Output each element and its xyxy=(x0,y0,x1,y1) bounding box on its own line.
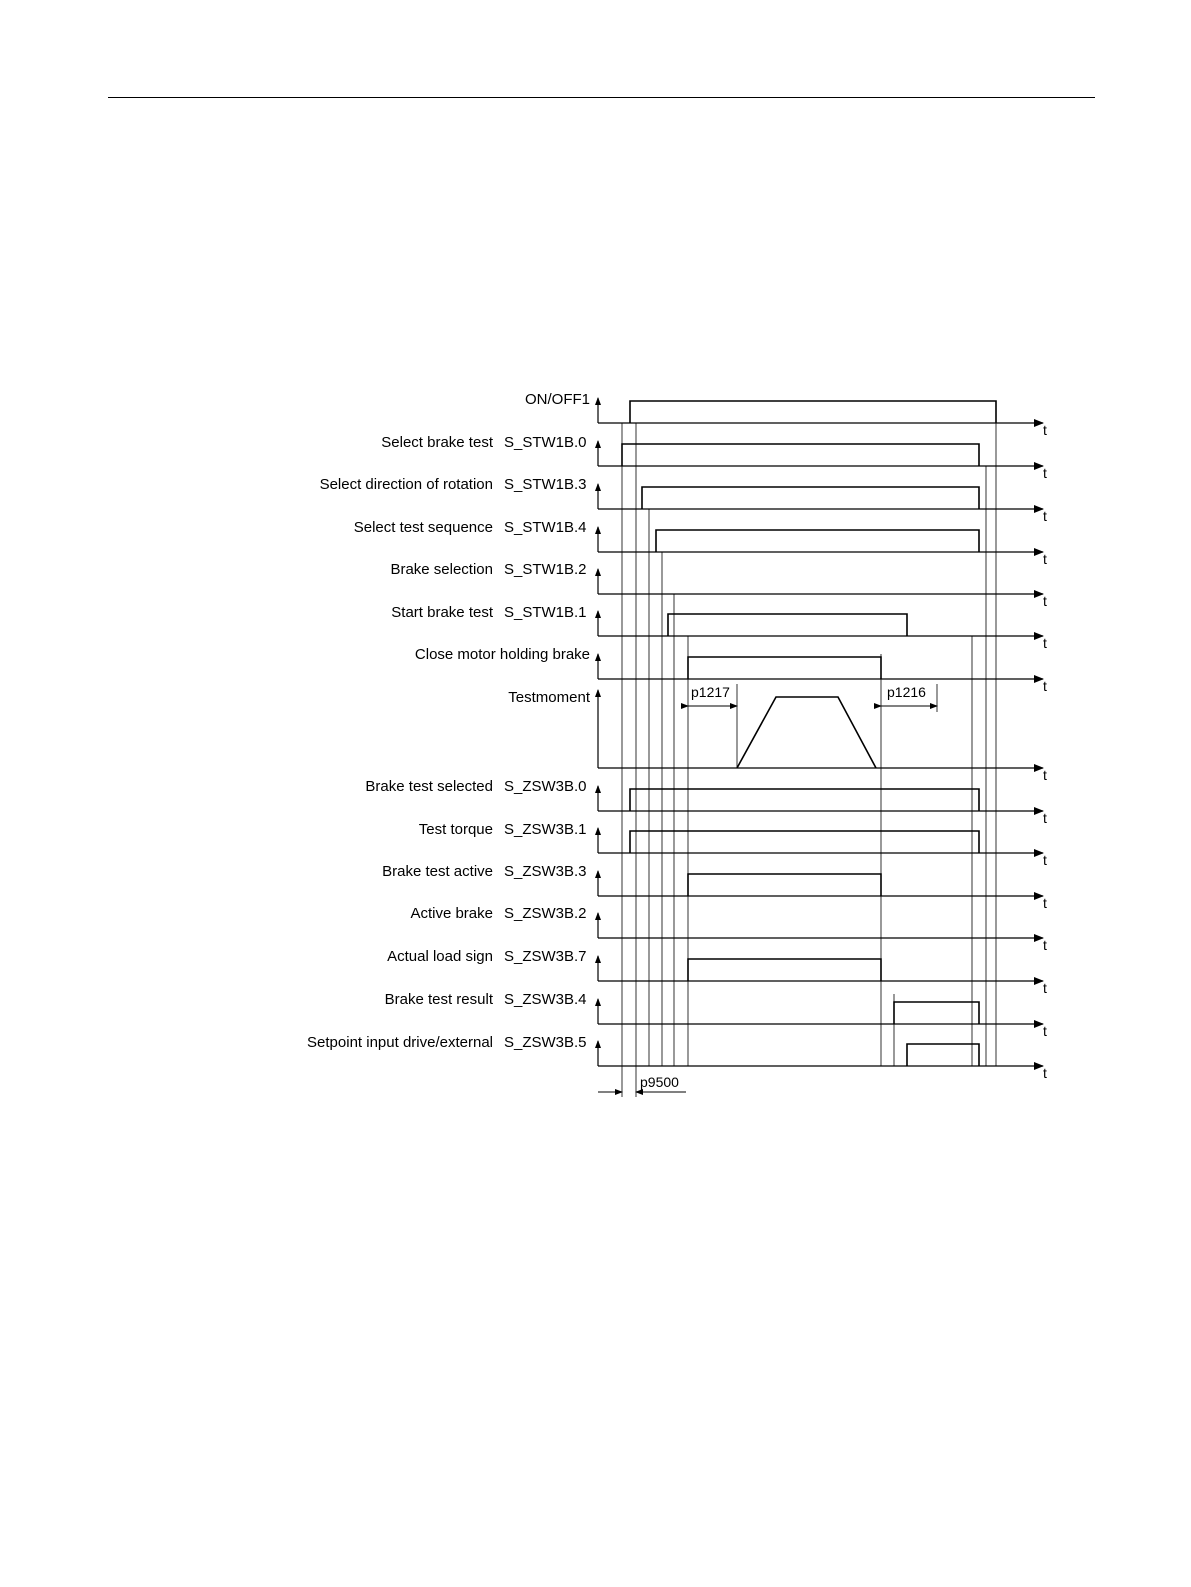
time-axis-label: t xyxy=(1043,810,1047,826)
signal-row-select-test-sequence xyxy=(354,519,1047,567)
signal-row-brake-selection xyxy=(390,561,1047,609)
p1216-label: p1216 xyxy=(887,684,926,700)
signal-pulse-0 xyxy=(656,530,979,552)
signal-pulse-0 xyxy=(630,789,979,811)
signal-pulse-0 xyxy=(668,614,907,636)
time-axis-label: t xyxy=(1043,1023,1047,1039)
signal-code: S_ZSW3B.0 xyxy=(504,778,587,795)
time-axis-label: t xyxy=(1043,422,1047,438)
time-axis-label: t xyxy=(1043,635,1047,651)
time-axis-label: t xyxy=(1043,508,1047,524)
p9500-label: p9500 xyxy=(640,1074,679,1090)
signal-name: Select brake test xyxy=(381,434,493,451)
signal-name: Select direction of rotation xyxy=(319,476,493,493)
signal-pulse-0 xyxy=(688,874,881,896)
signal-row-on-off1 xyxy=(525,391,1047,438)
time-axis-label: t xyxy=(1043,895,1047,911)
signal-row-close-motor-holding-brake xyxy=(415,646,1047,694)
signal-pulse-0 xyxy=(894,1002,979,1024)
signal-code: S_ZSW3B.5 xyxy=(504,1034,587,1051)
signal-code: S_ZSW3B.2 xyxy=(504,905,587,922)
time-axis-label: t xyxy=(1043,937,1047,953)
signal-code: S_ZSW3B.3 xyxy=(504,863,587,880)
signal-name: Active brake xyxy=(410,905,493,922)
signal-name: Brake test selected xyxy=(365,778,493,795)
signal-code: S_STW1B.1 xyxy=(504,604,587,621)
signal-row-testmoment xyxy=(508,689,1047,783)
signal-code: S_ZSW3B.4 xyxy=(504,991,587,1008)
signal-pulse-0 xyxy=(622,444,979,466)
time-axis-label: t xyxy=(1043,551,1047,567)
signal-row-active-brake xyxy=(410,905,1047,953)
signal-name: ON/OFF1 xyxy=(524,391,590,408)
signal-code: S_STW1B.4 xyxy=(504,519,587,536)
signal-row-select-brake-test xyxy=(381,434,1047,481)
testmoment-ramp xyxy=(737,697,876,768)
time-axis-label: t xyxy=(1043,852,1047,868)
time-axis-label: t xyxy=(1043,678,1047,694)
signal-row-brake-test-result xyxy=(385,991,1047,1039)
time-axis-label: t xyxy=(1043,1065,1047,1081)
signal-name: Setpoint input drive/external xyxy=(307,1034,493,1051)
signal-pulse-0 xyxy=(630,831,979,853)
signal-name: Select test sequence xyxy=(353,519,493,536)
signal-code: S_ZSW3B.1 xyxy=(504,821,587,838)
signal-row-start-brake-test xyxy=(391,604,1047,651)
signal-pulse-0 xyxy=(630,401,996,423)
signal-code: S_STW1B.2 xyxy=(504,561,587,578)
signal-code: S_ZSW3B.7 xyxy=(504,948,587,965)
signal-pulse-0 xyxy=(907,1044,979,1066)
time-axis-label: t xyxy=(1043,465,1047,481)
signal-name: Test torque xyxy=(418,821,493,838)
signal-row-test-torque xyxy=(419,821,1047,868)
time-axis-label: t xyxy=(1043,767,1047,783)
signal-code: S_STW1B.0 xyxy=(504,434,587,451)
signal-row-brake-test-active xyxy=(382,863,1047,911)
time-axis-label: t xyxy=(1043,593,1047,609)
signal-pulse-0 xyxy=(688,657,881,679)
signal-code: S_STW1B.3 xyxy=(504,476,587,493)
signal-name: Close motor holding brake xyxy=(414,646,590,663)
signal-name: Actual load sign xyxy=(387,948,493,965)
signal-name: Testmoment xyxy=(508,689,590,706)
signal-row-brake-test-selected xyxy=(365,778,1047,826)
signal-name: Start brake test xyxy=(391,604,493,621)
signal-name: Brake test result xyxy=(384,991,493,1008)
signal-row-select-direction-of-rotation xyxy=(320,476,1047,524)
p1217-label: p1217 xyxy=(691,684,730,700)
signal-name: Brake selection xyxy=(390,561,493,578)
signal-pulse-0 xyxy=(688,959,881,981)
signal-pulse-0 xyxy=(642,487,979,509)
signal-row-actual-load-sign xyxy=(387,948,1047,996)
time-axis-label: t xyxy=(1043,980,1047,996)
signal-name: Brake test active xyxy=(382,863,493,880)
